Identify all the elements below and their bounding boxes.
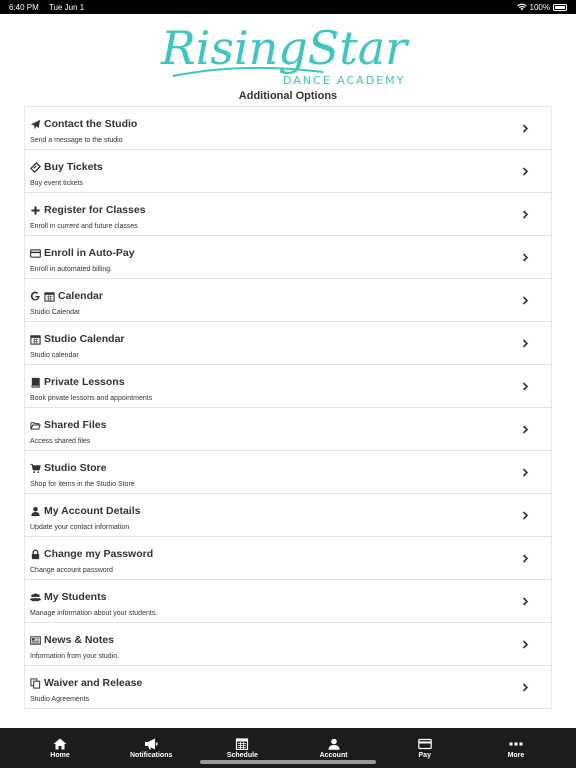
tab-notifications[interactable] — [111, 728, 191, 768]
chevron-right-icon — [522, 554, 529, 563]
chevron-right-icon — [522, 382, 529, 391]
list-item-subtitle: Enroll in current and future classes — [30, 223, 138, 230]
more-icon — [509, 738, 523, 750]
chevron-right-icon — [522, 468, 529, 477]
tab-label: Home — [50, 751, 70, 759]
list-item-subtitle: Book private lessons and appointments — [30, 395, 153, 402]
book-icon — [30, 377, 41, 388]
page-title: Additional Options — [238, 90, 338, 102]
status-left — [9, 3, 92, 12]
megaphone-icon — [144, 738, 158, 750]
list-item-title: Waiver and Release — [44, 677, 143, 689]
send-icon — [30, 119, 41, 130]
wifi-icon — [517, 3, 527, 11]
list-item-subtitle: Manage information about your students. — [30, 610, 158, 617]
list-item-title: Change my Password — [44, 548, 154, 560]
chevron-right-icon — [522, 339, 529, 348]
list-item-autopay[interactable] — [24, 236, 552, 279]
list-item-private-lessons[interactable] — [24, 365, 552, 408]
calendar-icon — [30, 334, 41, 345]
list-item-waiver[interactable] — [24, 666, 552, 709]
chevron-right-icon — [522, 425, 529, 434]
chevron-right-icon — [522, 640, 529, 649]
list-item-calendar[interactable] — [24, 279, 552, 322]
home-indicator[interactable] — [200, 760, 376, 764]
list-item-title: Shared Files — [44, 419, 107, 431]
tab-home[interactable] — [20, 728, 100, 768]
tab-label: Pay — [418, 751, 431, 759]
list-item-subtitle: Change account password — [30, 567, 113, 574]
chevron-right-icon — [522, 511, 529, 520]
list-item-title: Studio Store — [44, 462, 107, 474]
calendar-icon — [44, 291, 55, 302]
list-item-my-students[interactable] — [24, 580, 552, 623]
tab-label: Schedule — [226, 751, 258, 759]
list-item-account-details[interactable] — [24, 494, 552, 537]
status-time: 6:40 PM — [9, 2, 39, 12]
list-item-title: Register for Classes — [44, 204, 146, 216]
tab-more[interactable] — [476, 728, 556, 768]
chevron-right-icon — [522, 597, 529, 606]
list-item-subtitle: Studio Calendar — [30, 309, 81, 316]
chevron-right-icon — [522, 210, 529, 219]
options-list — [24, 106, 552, 709]
list-item-subtitle: Information from your studio. — [30, 653, 120, 660]
list-item-subtitle: Send a message to the studio — [30, 137, 123, 144]
tab-label: Account — [319, 751, 348, 759]
account-icon — [327, 738, 341, 750]
list-item-subtitle: Enroll in automated billing. — [30, 266, 113, 273]
chevron-right-icon — [522, 124, 529, 133]
list-item-subtitle: Studio Agreements — [30, 696, 90, 703]
list-item-shared-files[interactable] — [24, 408, 552, 451]
chevron-right-icon — [522, 167, 529, 176]
list-item-title: Calendar — [58, 290, 103, 302]
schedule-icon — [235, 738, 249, 750]
chevron-right-icon — [522, 683, 529, 692]
chevron-right-icon — [522, 296, 529, 305]
status-bar — [0, 0, 576, 14]
pay-icon — [418, 738, 432, 750]
battery-icon — [553, 4, 567, 11]
credit-card-icon — [30, 248, 41, 259]
battery-percent: 100% — [529, 2, 550, 12]
home-icon — [53, 738, 67, 750]
list-item-title: Private Lessons — [44, 376, 125, 388]
list-item-subtitle: Update your contact information — [30, 524, 130, 531]
logo-subtitle: DANCE ACADEMY — [283, 74, 406, 87]
tab-label: More — [507, 751, 525, 759]
list-item-title: My Students — [44, 591, 107, 603]
list-item-change-password[interactable] — [24, 537, 552, 580]
list-item-studio-calendar[interactable] — [24, 322, 552, 365]
list-item-register[interactable] — [24, 193, 552, 236]
status-right — [517, 3, 567, 12]
copy-icon — [30, 678, 41, 689]
ticket-icon — [30, 162, 41, 173]
list-item-contact[interactable] — [24, 107, 552, 150]
chevron-right-icon — [522, 253, 529, 262]
list-item-title: Buy Tickets — [44, 161, 103, 173]
list-item-subtitle: Shop for items in the Studio Store — [30, 481, 135, 488]
list-item-title: Studio Calendar — [44, 333, 125, 345]
list-item-tickets[interactable] — [24, 150, 552, 193]
list-item-subtitle: Studio calendar — [30, 352, 79, 359]
status-date: Tue Jun 1 — [48, 2, 85, 12]
newspaper-icon — [30, 635, 41, 646]
logo-graphic — [153, 14, 423, 88]
users-icon — [30, 592, 41, 603]
list-item-title: My Account Details — [44, 505, 141, 517]
tab-pay[interactable] — [385, 728, 465, 768]
list-item-subtitle: Access shared files — [30, 438, 91, 445]
list-item-news-notes[interactable] — [24, 623, 552, 666]
google-icon — [30, 291, 41, 302]
list-item-studio-store[interactable] — [24, 451, 552, 494]
list-item-subtitle: Buy event tickets — [30, 180, 83, 187]
cart-icon — [30, 463, 41, 474]
lock-icon — [30, 549, 41, 560]
list-item-title: Contact the Studio — [44, 118, 138, 130]
folder-open-icon — [30, 420, 41, 431]
studio-logo — [0, 14, 576, 88]
logo-wordmark: RisingStar — [161, 21, 408, 75]
list-item-title: Enroll in Auto-Pay — [44, 247, 135, 259]
user-icon — [30, 506, 41, 517]
list-item-title: News & Notes — [44, 634, 115, 646]
tab-label: Notifications — [129, 751, 173, 759]
plus-icon — [30, 205, 41, 216]
